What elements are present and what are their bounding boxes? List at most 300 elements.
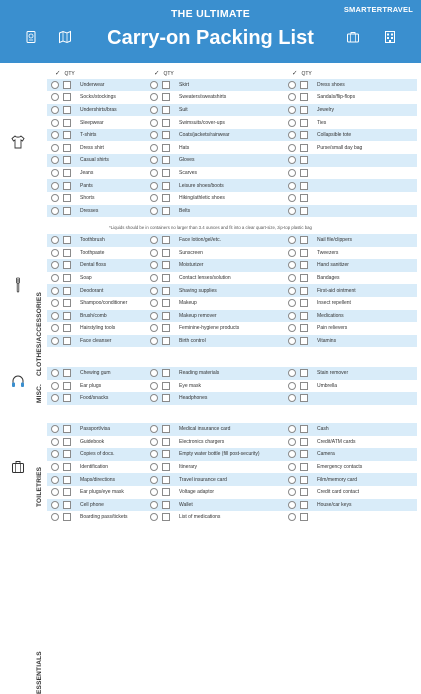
item-label: Hats <box>179 144 190 151</box>
qty-box[interactable] <box>162 119 170 127</box>
item-checkbox[interactable] <box>51 131 59 139</box>
item-label: Makeup <box>179 300 197 307</box>
item-checkbox[interactable] <box>51 438 59 446</box>
qty-box[interactable] <box>300 488 308 496</box>
qty-box[interactable] <box>162 324 170 332</box>
page-title: Carry-on Packing List <box>107 27 314 49</box>
checklist-item <box>51 380 101 393</box>
liquids-note: *Liquids should be in containers no larger than 3.4 ounces and fit into a clear quart-size, zip-top plastic bag <box>109 225 312 230</box>
item-label: Bandages <box>317 275 340 282</box>
item-label: Emergency contacts <box>317 464 363 471</box>
item-checkbox[interactable] <box>150 131 158 139</box>
qty-box[interactable] <box>63 249 71 257</box>
item-label: Umbrella <box>317 382 338 389</box>
qty-box[interactable] <box>162 93 170 101</box>
item-checkbox[interactable] <box>51 450 59 458</box>
item-label: Face cleanser <box>80 338 112 345</box>
item-checkbox[interactable] <box>288 463 296 471</box>
item-checkbox[interactable] <box>288 438 296 446</box>
qty-box[interactable] <box>63 513 71 521</box>
item-label: Jeans <box>80 169 94 176</box>
item-checkbox[interactable] <box>51 169 59 177</box>
qty-box[interactable] <box>300 119 308 127</box>
qty-box[interactable] <box>162 81 170 89</box>
item-label: Toothpaste <box>80 249 105 256</box>
qty-box[interactable] <box>300 106 308 114</box>
item-checkbox[interactable] <box>51 287 59 295</box>
qty-box[interactable] <box>63 501 71 509</box>
checklist-item <box>51 297 127 310</box>
item-label: Copies of docs. <box>80 451 115 458</box>
item-checkbox[interactable] <box>288 394 296 402</box>
item-checkbox[interactable] <box>288 156 296 164</box>
qty-box[interactable] <box>162 207 170 215</box>
checklist-item <box>288 461 362 474</box>
item-checkbox[interactable] <box>288 106 296 114</box>
checklist-item <box>51 154 109 167</box>
item-checkbox[interactable] <box>150 207 158 215</box>
item-checkbox[interactable] <box>150 236 158 244</box>
qty-box[interactable] <box>162 106 170 114</box>
item-checkbox[interactable] <box>150 425 158 433</box>
item-label: Leisure shoes/boots <box>179 182 224 189</box>
item-checkbox[interactable] <box>150 106 158 114</box>
item-checkbox[interactable] <box>288 369 296 377</box>
qty-box[interactable] <box>300 194 308 202</box>
item-label: Belts <box>179 207 191 214</box>
item-checkbox[interactable] <box>51 312 59 320</box>
item-checkbox[interactable] <box>51 324 59 332</box>
qty-box[interactable] <box>300 236 308 244</box>
item-checkbox[interactable] <box>51 299 59 307</box>
checklist-item <box>288 380 337 393</box>
qty-box[interactable] <box>300 299 308 307</box>
item-checkbox[interactable] <box>288 513 296 521</box>
item-label: Hiking/athletic shoes <box>179 195 225 202</box>
qty-box[interactable] <box>300 337 308 345</box>
item-label: Scarves <box>179 169 198 176</box>
qty-box[interactable] <box>63 169 71 177</box>
qty-box[interactable] <box>300 425 308 433</box>
qty-box[interactable] <box>63 450 71 458</box>
page-subtitle: THE ULTIMATE <box>170 8 251 20</box>
qty-box[interactable] <box>63 236 71 244</box>
checklist-item <box>288 473 357 486</box>
item-checkbox[interactable] <box>51 249 59 257</box>
checklist-item <box>288 284 356 297</box>
item-checkbox[interactable] <box>51 156 59 164</box>
item-checkbox[interactable] <box>51 236 59 244</box>
qty-box[interactable] <box>300 93 308 101</box>
checklist-item <box>288 423 329 436</box>
item-checkbox[interactable] <box>150 299 158 307</box>
item-label: Skirt <box>179 81 189 88</box>
item-checkbox[interactable] <box>51 207 59 215</box>
item-checkbox[interactable] <box>150 93 158 101</box>
qty-box[interactable] <box>162 425 170 433</box>
checklist-item <box>288 367 348 380</box>
item-label: Dental floss <box>80 262 107 269</box>
qty-box[interactable] <box>162 287 170 295</box>
item-checkbox[interactable] <box>150 249 158 257</box>
checklist-item <box>51 259 106 272</box>
checklist-item <box>288 79 345 92</box>
header-banner <box>0 0 421 63</box>
qty-box[interactable] <box>162 144 170 152</box>
checklist-item <box>51 473 115 486</box>
qty-box[interactable] <box>162 501 170 509</box>
qty-box[interactable] <box>300 450 308 458</box>
item-checkbox[interactable] <box>150 274 158 282</box>
item-checkbox[interactable] <box>288 312 296 320</box>
qty-box[interactable] <box>162 476 170 484</box>
item-checkbox[interactable] <box>51 382 59 390</box>
qty-box[interactable] <box>300 156 308 164</box>
checklist-item <box>51 91 116 104</box>
checklist-item <box>150 179 224 192</box>
checklist-item <box>51 247 104 260</box>
item-checkbox[interactable] <box>288 261 296 269</box>
item-checkbox[interactable] <box>51 194 59 202</box>
item-checkbox[interactable] <box>51 501 59 509</box>
item-checkbox[interactable] <box>288 144 296 152</box>
item-checkbox[interactable] <box>150 382 158 390</box>
checklist-item <box>51 436 104 449</box>
item-checkbox[interactable] <box>288 249 296 257</box>
section-label: CLOTHES/ACCESSORIES <box>36 292 43 377</box>
item-checkbox[interactable] <box>288 169 296 177</box>
checklist-item <box>51 272 92 285</box>
qty-box[interactable] <box>63 287 71 295</box>
checklist-item <box>51 129 96 142</box>
qty-box[interactable] <box>63 207 71 215</box>
item-label: Face lotion/gel/etc. <box>179 237 221 244</box>
qty-box[interactable] <box>300 438 308 446</box>
item-checkbox[interactable] <box>288 382 296 390</box>
qty-box[interactable] <box>300 144 308 152</box>
item-checkbox[interactable] <box>51 337 59 345</box>
item-checkbox[interactable] <box>51 81 59 89</box>
item-label: Sandals/flip-flops <box>317 94 356 101</box>
item-checkbox[interactable] <box>51 425 59 433</box>
item-label: Credit/ATM cards <box>317 438 356 445</box>
item-checkbox[interactable] <box>150 337 158 345</box>
item-label: Coats/jackets/rainwear <box>179 132 230 139</box>
item-label: Vitamins <box>317 338 337 345</box>
item-label: Toothbrush <box>80 237 105 244</box>
qty-box[interactable] <box>300 324 308 332</box>
qty-box[interactable] <box>63 261 71 269</box>
item-label: Wallet <box>179 501 193 508</box>
qty-box[interactable] <box>300 369 308 377</box>
item-label: Itinerary <box>179 464 198 471</box>
item-checkbox[interactable] <box>150 81 158 89</box>
qty-box[interactable] <box>162 337 170 345</box>
item-checkbox[interactable] <box>288 207 296 215</box>
item-checkbox[interactable] <box>288 194 296 202</box>
item-label: Swimsuits/cover-ups <box>179 119 225 126</box>
qty-box[interactable] <box>162 249 170 257</box>
item-checkbox[interactable] <box>288 274 296 282</box>
column-header-1: ✓ QTY <box>55 70 75 77</box>
qty-box[interactable] <box>63 274 71 282</box>
item-checkbox[interactable] <box>51 182 59 190</box>
qty-box[interactable] <box>63 144 71 152</box>
item-checkbox[interactable] <box>51 463 59 471</box>
checklist-item <box>150 234 221 247</box>
item-label: Chewing gum <box>80 370 111 377</box>
checklist-item <box>150 284 217 297</box>
item-checkbox[interactable] <box>150 182 158 190</box>
item-label: House/car keys <box>317 501 352 508</box>
item-checkbox[interactable] <box>51 369 59 377</box>
column-header-2: ✓ QTY <box>154 70 174 77</box>
checklist-item <box>51 392 108 405</box>
qty-box[interactable] <box>63 93 71 101</box>
qty-box[interactable] <box>300 274 308 282</box>
qty-box[interactable] <box>162 131 170 139</box>
item-checkbox[interactable] <box>288 93 296 101</box>
qty-box[interactable] <box>300 261 308 269</box>
checklist-item <box>51 499 104 512</box>
column-header-3: ✓ QTY <box>292 70 312 77</box>
qty-box[interactable] <box>162 182 170 190</box>
item-checkbox[interactable] <box>288 182 296 190</box>
qty-box[interactable] <box>63 156 71 164</box>
qty-box[interactable] <box>63 194 71 202</box>
qty-box[interactable] <box>162 369 170 377</box>
item-checkbox[interactable] <box>51 261 59 269</box>
qty-box[interactable] <box>162 261 170 269</box>
item-checkbox[interactable] <box>288 476 296 484</box>
item-label: Contact lenses/solution <box>179 275 231 282</box>
qty-box[interactable] <box>300 501 308 509</box>
item-label: Voltage adaptor <box>179 489 215 496</box>
item-checkbox[interactable] <box>150 144 158 152</box>
item-checkbox[interactable] <box>51 488 59 496</box>
qty-box[interactable] <box>300 207 308 215</box>
qty-box[interactable] <box>63 324 71 332</box>
toothbrush-icon <box>10 277 26 293</box>
checklist-item <box>150 259 203 272</box>
item-checkbox[interactable] <box>150 488 158 496</box>
item-checkbox[interactable] <box>150 156 158 164</box>
item-checkbox[interactable] <box>288 488 296 496</box>
item-checkbox[interactable] <box>288 287 296 295</box>
checklist-item <box>51 104 117 117</box>
qty-box[interactable] <box>63 463 71 471</box>
checklist-item <box>150 297 197 310</box>
item-label: Feminine-hygiene products <box>179 325 240 332</box>
qty-box[interactable] <box>162 513 170 521</box>
item-checkbox[interactable] <box>150 312 158 320</box>
qty-box[interactable] <box>162 169 170 177</box>
qty-box[interactable] <box>162 194 170 202</box>
item-label: Dresses <box>80 207 99 214</box>
qty-box[interactable] <box>300 287 308 295</box>
item-checkbox[interactable] <box>150 513 158 521</box>
item-checkbox[interactable] <box>150 450 158 458</box>
checklist-item <box>51 367 111 380</box>
checklist-item <box>51 192 94 205</box>
item-checkbox[interactable] <box>51 476 59 484</box>
qty-box[interactable] <box>162 488 170 496</box>
item-label: Camera <box>317 451 335 458</box>
item-checkbox[interactable] <box>51 93 59 101</box>
qty-box[interactable] <box>300 476 308 484</box>
qty-box[interactable] <box>63 119 71 127</box>
item-label: Dress shirt <box>80 144 104 151</box>
item-checkbox[interactable] <box>150 463 158 471</box>
section-essentials <box>4 423 43 694</box>
checklist-item <box>150 116 225 129</box>
checklist-item <box>150 154 195 167</box>
item-checkbox[interactable] <box>288 236 296 244</box>
qty-box[interactable] <box>63 369 71 377</box>
qty-box[interactable] <box>63 312 71 320</box>
checklist-item <box>150 192 225 205</box>
qty-box[interactable] <box>300 81 308 89</box>
qty-box[interactable] <box>63 438 71 446</box>
checklist-item <box>288 335 336 348</box>
section-clothes <box>4 79 43 377</box>
section-label: TOILETRIES <box>36 467 43 508</box>
item-checkbox[interactable] <box>150 369 158 377</box>
item-checkbox[interactable] <box>51 394 59 402</box>
qty-box[interactable] <box>300 169 308 177</box>
qty-box[interactable] <box>300 312 308 320</box>
checklist-item <box>51 486 124 499</box>
qty-box[interactable] <box>63 488 71 496</box>
qty-box[interactable] <box>63 476 71 484</box>
qty-box[interactable] <box>162 394 170 402</box>
item-checkbox[interactable] <box>288 81 296 89</box>
qty-box[interactable] <box>162 299 170 307</box>
qty-box[interactable] <box>162 156 170 164</box>
item-label: Underwear <box>80 81 105 88</box>
item-checkbox[interactable] <box>150 119 158 127</box>
checklist-item <box>51 79 104 92</box>
checklist-item <box>150 423 230 436</box>
item-label: Reading materials <box>179 370 220 377</box>
qty-box[interactable] <box>63 106 71 114</box>
item-checkbox[interactable] <box>150 324 158 332</box>
qty-box[interactable] <box>162 382 170 390</box>
item-label: Deodorant <box>80 287 104 294</box>
qty-box[interactable] <box>300 394 308 402</box>
qty-box[interactable] <box>63 182 71 190</box>
qty-box[interactable] <box>63 425 71 433</box>
checklist-item <box>288 511 317 524</box>
checklist-item <box>51 116 104 129</box>
qty-box[interactable] <box>63 81 71 89</box>
item-checkbox[interactable] <box>288 337 296 345</box>
item-label: Pants <box>80 182 93 189</box>
item-label: Sunscreen <box>179 249 203 256</box>
checklist-item <box>51 167 93 180</box>
checklist-item <box>288 247 338 260</box>
item-label: Guidebook <box>80 438 105 445</box>
item-checkbox[interactable] <box>288 299 296 307</box>
qty-box[interactable] <box>63 131 71 139</box>
checklist-item <box>288 192 317 205</box>
item-checkbox[interactable] <box>150 194 158 202</box>
qty-box[interactable] <box>300 182 308 190</box>
qty-box[interactable] <box>300 131 308 139</box>
item-checkbox[interactable] <box>288 501 296 509</box>
checklist-item <box>150 129 230 142</box>
qty-box[interactable] <box>300 463 308 471</box>
qty-box[interactable] <box>300 382 308 390</box>
checklist-item <box>288 259 349 272</box>
qty-box[interactable] <box>162 463 170 471</box>
qty-box[interactable] <box>162 450 170 458</box>
qty-box[interactable] <box>63 337 71 345</box>
item-checkbox[interactable] <box>51 274 59 282</box>
item-checkbox[interactable] <box>150 476 158 484</box>
item-checkbox[interactable] <box>288 450 296 458</box>
qty-box[interactable] <box>63 394 71 402</box>
item-label: Sweaters/sweatshirts <box>179 94 227 101</box>
item-label: Medications <box>317 312 344 319</box>
item-checkbox[interactable] <box>150 501 158 509</box>
item-label: Hairstyling tools <box>80 325 116 332</box>
checklist-item <box>288 486 359 499</box>
checklist-item <box>150 104 188 117</box>
item-checkbox[interactable] <box>150 287 158 295</box>
item-label: Nail file/clippers <box>317 237 353 244</box>
item-checkbox[interactable] <box>288 425 296 433</box>
checklist-item <box>150 310 217 323</box>
checklist-item <box>150 380 201 393</box>
checklist-item <box>288 205 317 218</box>
checklist-item <box>150 79 189 92</box>
item-checkbox[interactable] <box>51 106 59 114</box>
item-label: Headphones <box>179 395 208 402</box>
item-label: Shaving supplies <box>179 287 217 294</box>
item-label: Jewelry <box>317 106 334 113</box>
item-checkbox[interactable] <box>51 513 59 521</box>
section-label: MISC. <box>36 383 43 403</box>
qty-box[interactable] <box>300 513 308 521</box>
qty-box[interactable] <box>162 312 170 320</box>
item-checkbox[interactable] <box>288 119 296 127</box>
item-checkbox[interactable] <box>51 119 59 127</box>
item-checkbox[interactable] <box>150 438 158 446</box>
qty-box[interactable] <box>63 382 71 390</box>
item-checkbox[interactable] <box>51 144 59 152</box>
checklist-item <box>288 116 326 129</box>
checklist-item <box>288 142 362 155</box>
qty-box[interactable] <box>63 299 71 307</box>
checklist-item <box>150 142 189 155</box>
item-label: Gloves <box>179 157 195 164</box>
checklist-item <box>288 129 351 142</box>
item-checkbox[interactable] <box>288 324 296 332</box>
checklist-item <box>150 335 206 348</box>
item-label: Boarding pass/tickets <box>80 514 128 521</box>
item-checkbox[interactable] <box>288 131 296 139</box>
qty-box[interactable] <box>300 249 308 257</box>
item-checkbox[interactable] <box>150 261 158 269</box>
item-checkbox[interactable] <box>150 394 158 402</box>
item-checkbox[interactable] <box>150 169 158 177</box>
qty-box[interactable] <box>162 274 170 282</box>
qty-box[interactable] <box>162 236 170 244</box>
item-label: Pain relievers <box>317 325 348 332</box>
qty-box[interactable] <box>162 438 170 446</box>
checklist-item <box>51 511 128 524</box>
